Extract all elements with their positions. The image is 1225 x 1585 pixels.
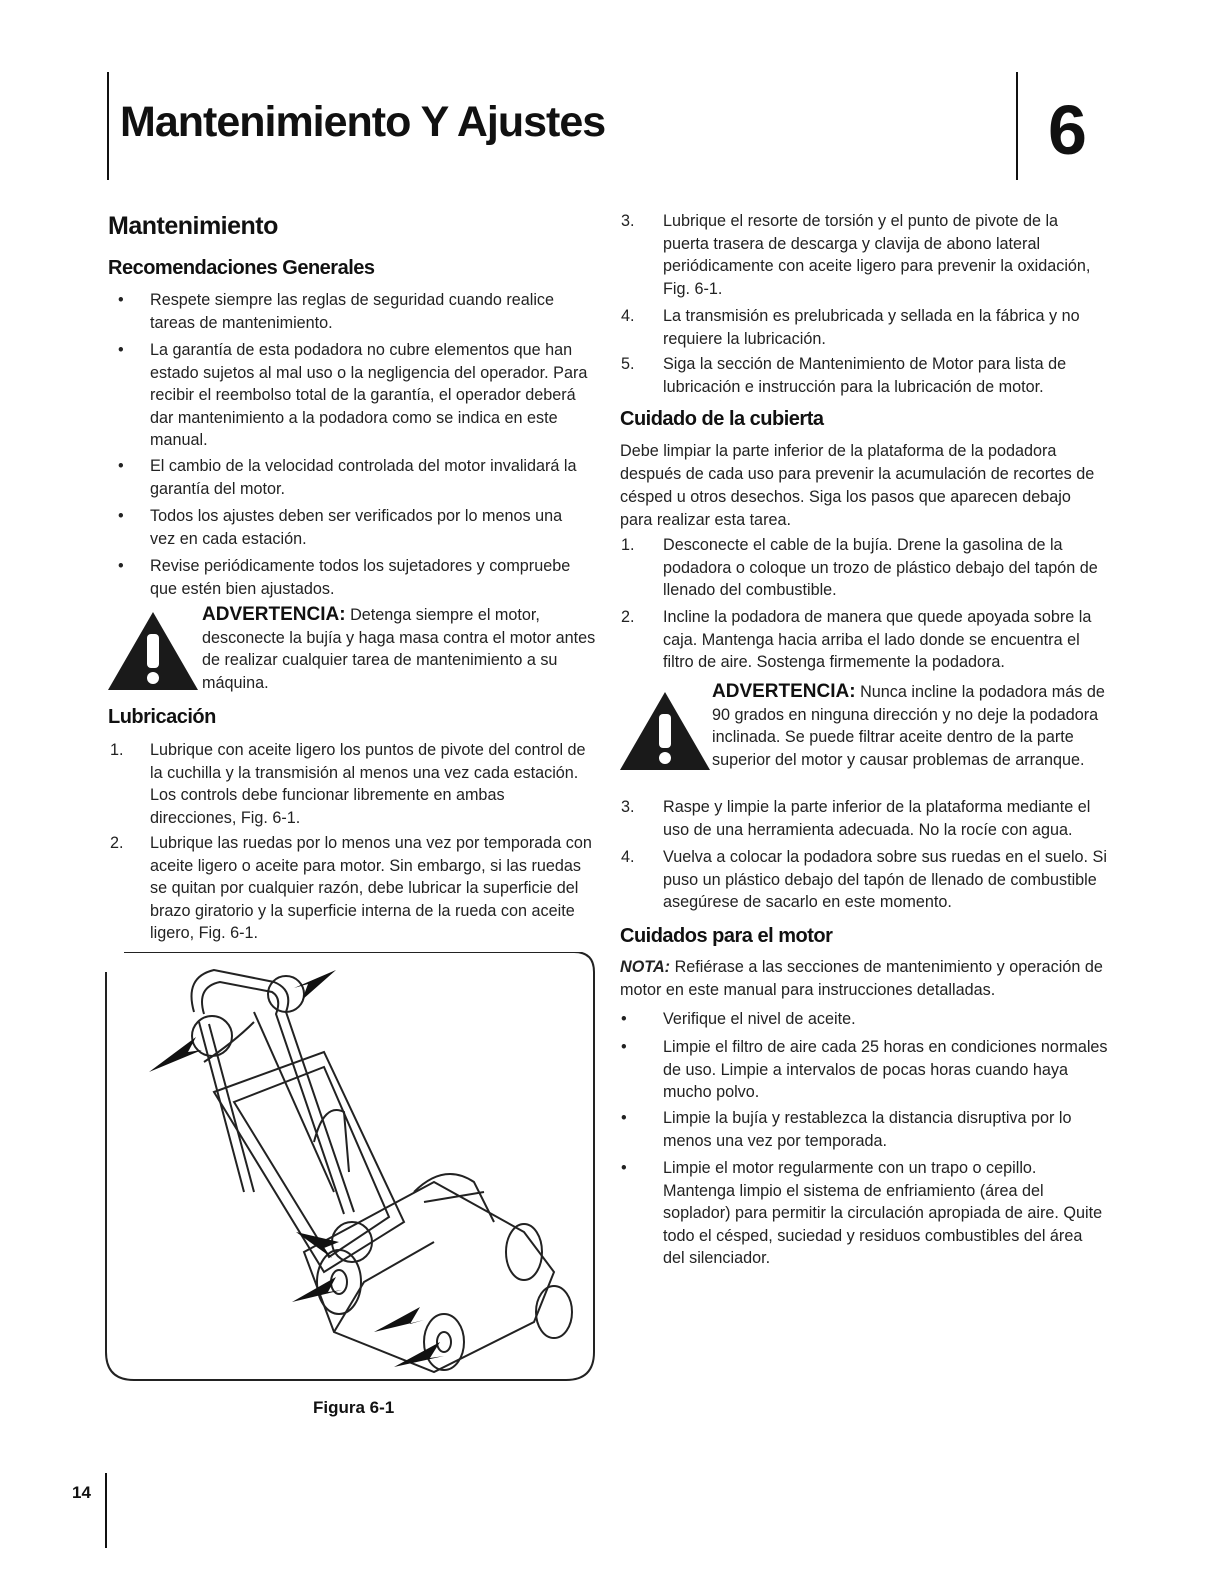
list-item: 2. Lubrique las ruedas por lo menos una vez por temporada con aceite ligero o aceite para motor. Sin embargo, si las ruedas se quitan por cualquier razón, debe lubricar la superficie del brazo giratorio y la superficie interna de la rueda con aceite ligero, Fig. 6-1.	[110, 834, 592, 942]
list-item: 5. Siga la sección de Mantenimiento de Motor para lista de lubricación e instrucción para la lubricación de motor.	[621, 355, 1067, 396]
warning-box	[712, 681, 1107, 771]
heading-cuidados-motor: Cuidados para el motor	[620, 925, 833, 947]
list-item: • Limpie el filtro de aire cada 25 horas en condiciones normales de uso. Limpie a intervalos de pocas horas cuando haya mucho polvo.	[621, 1038, 1108, 1101]
warning-label: ADVERTENCIA:	[202, 604, 346, 625]
page-number: 14	[72, 1483, 91, 1502]
heading-cuidado-cubierta: Cuidado de la cubierta	[620, 408, 824, 430]
list-item: 3. Raspe y limpie la parte inferior de la plataforma mediante el uso de una herramienta adecuada. No la rocíe con agua.	[621, 798, 1091, 839]
deck-intro: Debe limpiar la parte inferior de la plataforma de la podadora después de cada uso para prevenir la acumulación de recortes de césped u otros desechos. Siga los pasos que aparecen debajo para realizar esta tarea.	[620, 442, 1095, 529]
list-item: • Limpie el motor regularmente con un trapo o cepillo. Mantenga limpio el sistema de enfriamiento (área del soplador) para permitir la circulación apropiada de aire. Quite todo el césped, suciedad y residuos combustibles del área del silenciador.	[621, 1159, 1103, 1267]
heading-lubricacion: Lubricación	[108, 706, 216, 728]
list-item: 2. Incline la podadora de manera que quede apoyada sobre la caja. Mantenga hacia arriba el lado donde se encuentra el filtro de aire. Sostenga firmemente la podadora.	[621, 608, 1092, 671]
list-item: 1. Desconecte el cable de la bujía. Drene la gasolina de la podadora o coloque un trozo de plástico debajo del tapón de llenado del combustible.	[621, 536, 1098, 599]
header-rule-right	[1016, 72, 1018, 180]
list-item: • Limpie la bujía y restablezca la distancia disruptiva por lo menos una vez por temporada.	[621, 1109, 1072, 1150]
warning-label: ADVERTENCIA:	[712, 681, 856, 702]
heading-recomendaciones: Recomendaciones Generales	[108, 257, 375, 279]
list-item: • El cambio de la velocidad controlada del motor invalidará la garantía del motor.	[118, 457, 577, 498]
warning-triangle-icon	[618, 690, 712, 772]
warning-triangle-icon	[106, 610, 200, 692]
list-item: • Revise periódicamente todos los sujetadores y compruebe que estén bien ajustados.	[118, 557, 571, 598]
warning-text: Detenga siempre el motor, desconecte la bujía y haga masa contra el motor antes de realizar cualquier tarea de mantenimiento a su máquina.	[202, 606, 596, 692]
chapter-number: 6	[1048, 91, 1087, 169]
list-item: 4. Vuelva a colocar la podadora sobre sus ruedas en el suelo. Si puso un plástico debajo del tapón de llenado de combustible asegúrese de sacarlo en este momento.	[621, 848, 1107, 911]
list-item: 1. Lubrique con aceite ligero los puntos de pivote del control de la cuchilla y la transmisión al menos una vez cada estación. Los controls debe funcionar libremente en ambas direcciones, Fig. 6-1.	[110, 741, 586, 827]
list-item: • Todos los ajustes deben ser verificados por lo menos una vez en cada estación.	[118, 507, 563, 548]
footer-rule	[105, 1473, 107, 1548]
page-title: Mantenimiento Y Ajustes	[120, 98, 606, 146]
list-item: • La garantía de esta podadora no cubre elementos que han estado sujetos al mal uso o la negligencia del operador. Para recibir el reembolso total de la garantía, el operador deberá dar mantenimiento a la podadora como se indica en este manual.	[118, 341, 588, 449]
list-item: 4. La transmisión es prelubricada y sellada en la fábrica y no requiere la lubricación.	[621, 307, 1080, 348]
note-text: Refiérase a las secciones de mantenimiento y operación de motor en este manual para instrucciones detalladas.	[620, 958, 1103, 999]
list-item: 3. Lubrique el resorte de torsión y el punto de pivote de la puerta trasera de descarga y clavija de abono lateral periódicamente con aceite ligero para prevenir la oxidación, Fig. 6-1.	[621, 212, 1091, 298]
list-item: • Respete siempre las reglas de seguridad cuando realice tareas de mantenimiento.	[118, 291, 555, 332]
engine-note	[620, 956, 1105, 1002]
note-label: NOTA:	[620, 958, 671, 976]
warning-box	[202, 604, 597, 694]
warning-text: Nunca incline la podadora más de 90 grados en ninguna dirección y no deje la podadora inclinada. Se puede filtrar aceite dentro de la parte superior del motor y causar problemas de arranque.	[712, 683, 1105, 769]
section-title-mantenimiento: Mantenimiento	[108, 212, 278, 240]
list-item: • Verifique el nivel de aceite.	[621, 1010, 856, 1028]
figure-mower-illustration	[104, 952, 598, 1384]
header-rule-left	[107, 72, 109, 180]
figure-caption: Figura 6-1	[313, 1398, 395, 1417]
